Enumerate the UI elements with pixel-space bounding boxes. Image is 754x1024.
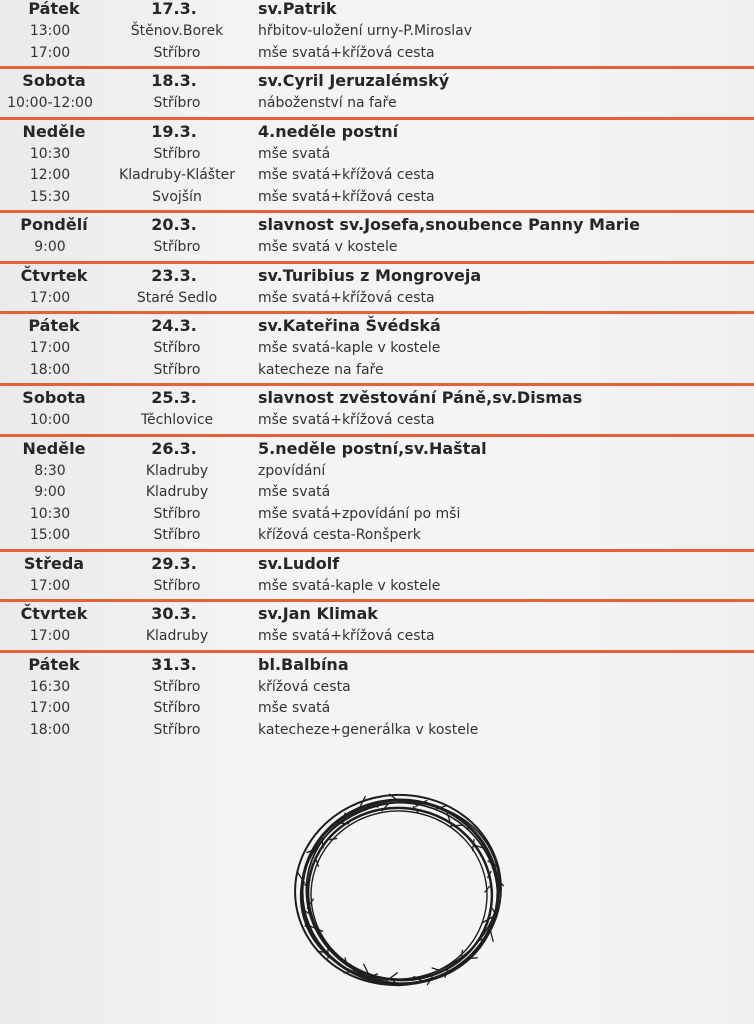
separator-line: [0, 261, 754, 264]
separator-line: [0, 383, 754, 386]
event-place: Stříbro: [153, 145, 201, 162]
day-name: Pátek: [28, 316, 80, 335]
event-row: [0, 626, 754, 648]
day-header: [0, 265, 754, 287]
day-name: Středa: [23, 553, 85, 573]
separator-line: [0, 434, 754, 437]
event-time: 17:00: [29, 577, 71, 594]
event-place: Stříbro: [153, 44, 201, 61]
event-row: [0, 237, 754, 259]
date: 17.3.: [151, 0, 197, 18]
event-row: [0, 165, 754, 187]
event-row: [0, 338, 754, 360]
date: 18.3.: [151, 71, 197, 90]
event-description: mše svatá+křížová cesta: [258, 44, 435, 61]
event-row: [0, 144, 754, 166]
feast-title: sv.Jan Klimak: [258, 604, 378, 623]
event-time: 12:00: [29, 167, 71, 183]
event-row: [0, 410, 754, 432]
event-description: zpovídání: [258, 462, 326, 479]
day-header: [0, 0, 754, 20]
event-place: Svojšín: [152, 188, 202, 205]
day-name: Neděle: [22, 121, 86, 141]
event-time: 17:00: [29, 289, 71, 306]
feast-title: 5.neděle postní,sv.Haštal: [258, 438, 487, 458]
event-place: Stříbro: [153, 239, 201, 255]
date: 25.3.: [151, 388, 197, 407]
crown-of-thorns-icon: [280, 782, 520, 1007]
date: 30.3.: [151, 604, 197, 623]
event-place: Kladruby: [145, 462, 209, 479]
event-place: Stříbro: [153, 95, 201, 111]
event-place: Stříbro: [153, 505, 201, 522]
day-header: [0, 121, 754, 143]
day-name: Čtvrtek: [20, 265, 88, 285]
event-description: mše svatá v kostele: [258, 239, 398, 255]
day-name: Čtvrtek: [20, 604, 88, 623]
event-time: 10:30: [29, 505, 71, 522]
day-header: [0, 214, 754, 236]
feast-title: 4.neděle postní: [258, 121, 399, 141]
event-place: Štěnov.Borek: [130, 23, 224, 39]
day-header: [0, 603, 754, 625]
event-time: 8:30: [34, 462, 66, 479]
event-description: mše svatá+křížová cesta: [258, 188, 435, 205]
event-time: 9:00: [34, 239, 66, 255]
feast-title: sv.Cyril Jeruzalémský: [258, 71, 450, 90]
event-place: Kladruby-Klášter: [119, 167, 235, 183]
event-time: 15:00: [29, 527, 71, 543]
date: 29.3.: [151, 553, 197, 573]
date: 23.3.: [151, 265, 197, 285]
event-time: 18:00: [29, 361, 71, 378]
event-row: [0, 461, 754, 483]
event-time: 17:00: [29, 628, 71, 644]
event-description: křížová cesta-Ronšperk: [258, 527, 421, 543]
event-place: Staré Sedlo: [136, 289, 218, 306]
event-place: Kladruby: [145, 484, 209, 500]
event-description: mše svatá+zpovídání po mši: [258, 505, 461, 522]
day-header: [0, 654, 754, 676]
event-row: [0, 187, 754, 209]
event-place: Stříbro: [153, 700, 201, 716]
event-row: [0, 360, 754, 382]
event-description: náboženství na faře: [258, 95, 397, 111]
event-row: [0, 698, 754, 720]
day-name: Pátek: [28, 654, 80, 674]
event-description: křížová cesta: [258, 678, 351, 695]
day-name: Pondělí: [20, 215, 88, 234]
event-time: 16:30: [29, 678, 71, 695]
separator-line: [0, 117, 754, 120]
event-time: 13:00: [29, 23, 71, 39]
feast-title: slavnost zvěstování Páně,sv.Dismas: [258, 388, 583, 407]
event-time: 9:00: [34, 484, 66, 500]
day-name: Neděle: [22, 438, 86, 458]
feast-title: bl.Balbína: [258, 654, 349, 674]
separator-line: [0, 311, 754, 314]
feast-title: sv.Patrik: [258, 0, 337, 18]
feast-title: sv.Kateřina Švédská: [258, 316, 441, 335]
feast-title: sv.Turibius z Mongroveja: [258, 265, 482, 285]
event-place: Kladruby: [145, 628, 209, 644]
day-header: [0, 315, 754, 337]
feast-title: slavnost sv.Josefa,snoubence Panny Marie: [258, 215, 640, 234]
event-description: mše svatá-kaple v kostele: [258, 340, 441, 356]
event-description: katecheze+generálka v kostele: [258, 721, 479, 738]
separator-line: [0, 549, 754, 552]
event-description: mše svatá: [258, 484, 331, 500]
date: 19.3.: [151, 121, 197, 141]
event-description: katecheze na faře: [258, 361, 384, 378]
event-place: Stříbro: [153, 577, 201, 594]
event-row: [0, 482, 754, 504]
event-description: mše svatá+křížová cesta: [258, 167, 435, 183]
separator-line: [0, 210, 754, 213]
date: 20.3.: [151, 215, 197, 234]
event-description: mše svatá+křížová cesta: [258, 412, 435, 428]
day-name: Sobota: [22, 71, 86, 90]
event-place: Stříbro: [153, 721, 201, 738]
event-row: [0, 21, 754, 43]
event-row: [0, 525, 754, 547]
date: 24.3.: [151, 316, 197, 335]
event-time: 17:00: [29, 44, 71, 61]
day-name: Pátek: [28, 0, 80, 18]
separator-line: [0, 66, 754, 69]
event-time: 17:00: [29, 340, 71, 356]
event-row: [0, 576, 754, 598]
event-row: [0, 93, 754, 115]
event-description: hřbitov-uložení urny-P.Miroslav: [258, 23, 473, 39]
day-header: [0, 438, 754, 460]
event-description: mše svatá+křížová cesta: [258, 628, 435, 644]
event-time: 15:30: [29, 188, 71, 205]
event-row: [0, 504, 754, 526]
day-header: [0, 553, 754, 575]
event-place: Stříbro: [153, 340, 201, 356]
separator-line: [0, 599, 754, 602]
event-place: Stříbro: [153, 678, 201, 695]
date: 26.3.: [151, 438, 197, 458]
day-header: [0, 70, 754, 92]
event-place: Stříbro: [153, 527, 201, 543]
event-time: 10:00: [29, 412, 71, 428]
event-row: [0, 288, 754, 310]
event-description: mše svatá-kaple v kostele: [258, 577, 441, 594]
event-description: mše svatá+křížová cesta: [258, 289, 435, 306]
event-time: 10:00-12:00: [7, 95, 93, 111]
day-header: [0, 387, 754, 409]
event-time: 18:00: [29, 721, 71, 738]
event-description: mše svatá: [258, 700, 331, 716]
event-row: [0, 720, 754, 742]
date: 31.3.: [151, 654, 197, 674]
event-place: Stříbro: [153, 361, 201, 378]
feast-title: sv.Ludolf: [258, 553, 340, 573]
event-row: [0, 43, 754, 65]
event-time: 17:00: [29, 700, 71, 716]
day-name: Sobota: [22, 388, 86, 407]
event-description: mše svatá: [258, 145, 331, 162]
event-time: 10:30: [29, 145, 71, 162]
event-place: Těchlovice: [140, 412, 214, 428]
event-row: [0, 677, 754, 699]
separator-line: [0, 650, 754, 653]
